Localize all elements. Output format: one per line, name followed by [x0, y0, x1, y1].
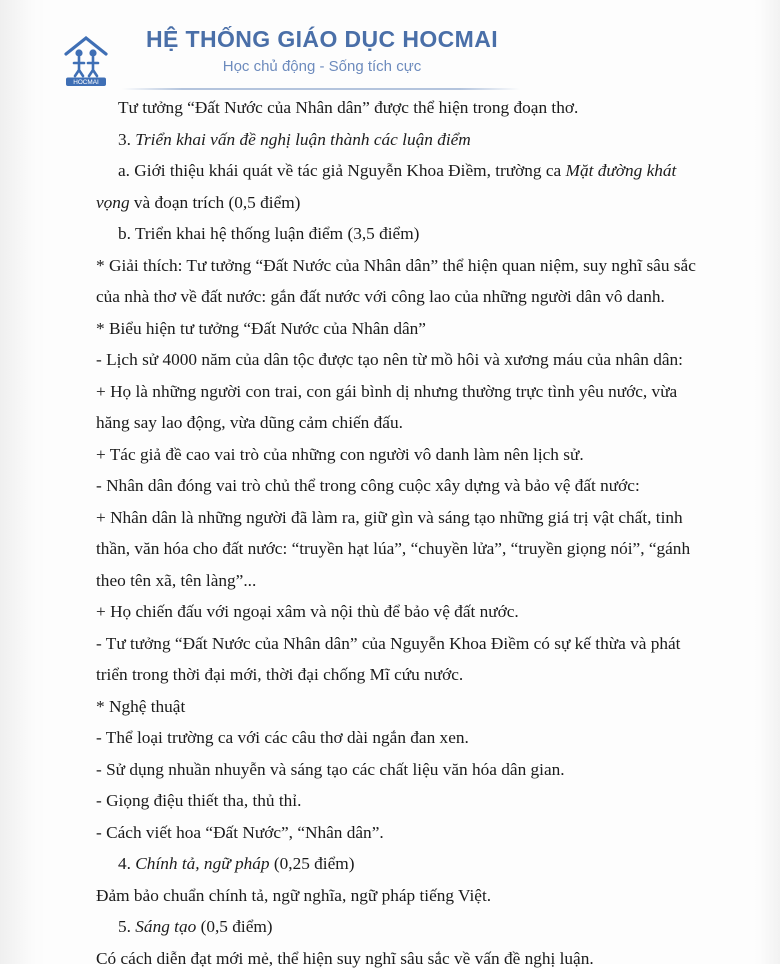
document-line — [96, 911, 712, 943]
document-line — [96, 722, 712, 754]
document-line-text: * Nghệ thuật — [96, 697, 185, 716]
document-line — [96, 439, 712, 471]
brand-divider — [122, 88, 520, 90]
document-line-text: - Nhân dân đóng vai trò chủ thể trong công cuộc xây dựng và bảo vệ đất nước: — [96, 476, 640, 495]
document-line-text: + Họ là những người con trai, con gái bình dị nhưng thường trực tình yêu nước, vừa hăng say lao động, vừa dũng cảm chiến đấu. — [96, 382, 677, 433]
document-line-text: Tư tưởng “Đất Nước của Nhân dân” được thể hiện trong đoạn thơ. — [118, 98, 578, 117]
brand-title: HỆ THỐNG GIÁO DỤC HOCMAI — [122, 26, 522, 53]
document-line — [96, 848, 712, 880]
document-line — [96, 880, 712, 912]
hocmai-logo-icon — [60, 32, 112, 86]
document-line-text: (0,25 điểm) — [270, 854, 355, 873]
hocmai-brand-header — [60, 26, 520, 96]
document-line-text: và đoạn trích (0,5 điểm) — [130, 193, 301, 212]
document-line-emphasis: Triển khai vấn đề nghị luận thành các luận điểm — [135, 130, 471, 149]
document-line — [96, 376, 712, 439]
document-line-text: a. Giới thiệu khái quát về tác giả Nguyễn Khoa Điềm, trường ca — [118, 161, 566, 180]
document-line — [96, 502, 712, 597]
logo-badge-text: HOCMAI — [73, 79, 99, 86]
document-line — [96, 124, 712, 156]
document-line — [96, 817, 712, 849]
document-body — [96, 92, 712, 974]
document-line-text: 5. — [118, 917, 135, 936]
document-line — [96, 943, 712, 974]
document-line-emphasis: Mặt đường khát vọng — [96, 161, 676, 212]
document-line-text: 4. — [118, 854, 135, 873]
document-line — [96, 628, 712, 691]
document-line-text: + Họ chiến đấu với ngoại xâm và nội thù để bảo vệ đất nước. — [96, 602, 519, 621]
document-line — [96, 754, 712, 786]
document-line-text: 3. — [118, 130, 135, 149]
document-line-text: - Lịch sử 4000 năm của dân tộc được tạo nên từ mồ hôi và xương máu của nhân dân: — [96, 350, 683, 369]
document-line — [96, 92, 712, 124]
document-line-text: Đảm bảo chuẩn chính tả, ngữ nghĩa, ngữ pháp tiếng Việt. — [96, 886, 491, 905]
document-line-text: * Biểu hiện tư tưởng “Đất Nước của Nhân dân” — [96, 319, 426, 338]
document-line-emphasis: Sáng tạo — [135, 917, 196, 936]
document-line-text: - Tư tưởng “Đất Nước của Nhân dân” của Nguyễn Khoa Điềm có sự kế thừa và phát triển trong thời đại mới, thời đại chống Mĩ cứu nước. — [96, 634, 680, 685]
document-line-text: - Thể loại trường ca với các câu thơ dài ngắn đan xen. — [96, 728, 469, 747]
document-line-text: + Nhân dân là những người đã làm ra, giữ gìn và sáng tạo những giá trị vật chất, tinh thần, văn hóa cho đất nước: “truyền hạt lúa”, “chuyền lửa”, “truyền giọng nói”, “gánh theo tên xã, tên làng”... — [96, 508, 690, 590]
document-line — [96, 470, 712, 502]
document-line — [96, 313, 712, 345]
brand-subtitle: Học chủ động - Sống tích cực — [122, 58, 522, 75]
document-line-text: - Sử dụng nhuần nhuyễn và sáng tạo các chất liệu văn hóa dân gian. — [96, 760, 565, 779]
document-line-text: - Cách viết hoa “Đất Nước”, “Nhân dân”. — [96, 823, 384, 842]
document-line-text: - Giọng điệu thiết tha, thủ thỉ. — [96, 791, 301, 810]
document-line — [96, 250, 712, 313]
document-line-text: (0,5 điểm) — [196, 917, 272, 936]
document-line — [96, 155, 712, 218]
document-line-text: Có cách diễn đạt mới mẻ, thể hiện suy nghĩ sâu sắc về vấn đề nghị luận. — [96, 949, 594, 968]
document-line — [96, 596, 712, 628]
document-line — [96, 785, 712, 817]
document-line-text: b. Triển khai hệ thống luận điểm (3,5 điểm) — [118, 224, 419, 243]
document-line-text: + Tác giả đề cao vai trò của những con người vô danh làm nên lịch sử. — [96, 445, 584, 464]
document-line-emphasis: Chính tả, ngữ pháp — [135, 854, 269, 873]
document-line — [96, 344, 712, 376]
document-line — [96, 218, 712, 250]
document-line-text: * Giải thích: Tư tưởng “Đất Nước của Nhân dân” thể hiện quan niệm, suy nghĩ sâu sắc của nhà thơ về đất nước: gắn đất nước với công lao của những người dân vô danh. — [96, 256, 696, 307]
document-line — [96, 691, 712, 723]
